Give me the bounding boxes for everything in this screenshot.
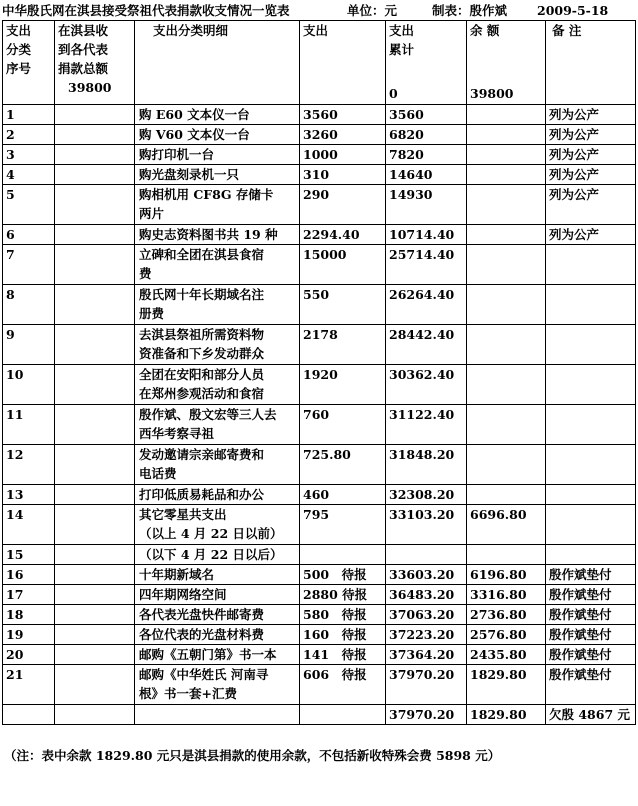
total-row xyxy=(3,705,636,725)
row-seq: 21 xyxy=(3,665,55,705)
row-balance xyxy=(467,485,546,505)
cumulative-start: 0 xyxy=(389,86,398,101)
row-expense: 160 待报 xyxy=(300,625,386,645)
row-received xyxy=(55,605,135,625)
table-row xyxy=(3,325,636,365)
row-balance xyxy=(467,545,546,565)
row-received xyxy=(55,145,135,165)
row-balance xyxy=(467,165,546,185)
row-cumulative: 3560 xyxy=(386,105,467,125)
row-balance: 6196.80 xyxy=(467,565,546,585)
row-received xyxy=(55,105,135,125)
row-balance xyxy=(467,105,546,125)
table-row xyxy=(3,645,636,665)
document-title xyxy=(2,3,636,19)
row-seq: 5 xyxy=(3,185,55,225)
row-remark: 列为公产 xyxy=(546,125,636,145)
row-balance xyxy=(467,405,546,445)
row-remark: 殷作斌垫付 xyxy=(546,565,636,585)
table-row xyxy=(3,445,636,485)
row-received xyxy=(55,185,135,225)
row-detail: 全团在安阳和部分人员 在郑州参观活动和食宿 xyxy=(135,365,300,405)
row-received xyxy=(55,665,135,705)
row-detail: 邮购《五朝门第》书一本 xyxy=(135,645,300,665)
row-balance xyxy=(467,445,546,485)
row-seq: 9 xyxy=(3,325,55,365)
row-seq: 20 xyxy=(3,645,55,665)
table-row xyxy=(3,485,636,505)
table-row xyxy=(3,545,636,565)
row-cumulative: 33603.20 xyxy=(386,565,467,585)
row-cumulative: 37223.20 xyxy=(386,625,467,645)
row-expense: 3560 xyxy=(300,105,386,125)
row-balance: 6696.80 xyxy=(467,505,546,545)
row-detail: 购 V60 文本仪一台 xyxy=(135,125,300,145)
header-seq: 支出 分类 序号 xyxy=(3,21,55,105)
table-row xyxy=(3,365,636,405)
row-seq: 8 xyxy=(3,285,55,325)
row-cumulative: 36483.20 xyxy=(386,585,467,605)
row-expense: 550 xyxy=(300,285,386,325)
row-cumulative: 37364.20 xyxy=(386,645,467,665)
row-remark: 殷作斌垫付 xyxy=(546,665,636,705)
table-row xyxy=(3,625,636,645)
received-total: 39800 xyxy=(68,80,112,95)
row-seq: 17 xyxy=(3,585,55,605)
row-remark: 殷作斌垫付 xyxy=(546,585,636,605)
row-detail: 立碑和全团在淇县食宿 费 xyxy=(135,245,300,285)
row-received xyxy=(55,285,135,325)
row-cumulative: 6820 xyxy=(386,125,467,145)
table-row xyxy=(3,505,636,545)
header-expense: 支出 xyxy=(300,21,386,105)
row-balance: 2435.80 xyxy=(467,645,546,665)
row-detail: 邮购《中华姓氏 河南寻 根》书一套+汇费 xyxy=(135,665,300,705)
table-row xyxy=(3,225,636,245)
row-expense: 460 xyxy=(300,485,386,505)
title-maker: 制表：殷作斌 xyxy=(432,3,508,18)
table-row xyxy=(3,605,636,625)
footnote: （注：表中余款 1829.80 元只是淇县捐款的使用余款，不包括新收特殊会费 5898 元） xyxy=(4,748,501,763)
row-received xyxy=(55,445,135,485)
row-remark xyxy=(546,325,636,365)
row-seq: 18 xyxy=(3,605,55,625)
row-expense: 2880 待报 xyxy=(300,585,386,605)
row-detail: 十年期新域名 xyxy=(135,565,300,585)
row-seq: 1 xyxy=(3,105,55,125)
row-expense: 725.80 xyxy=(300,445,386,485)
row-expense: 141 待报 xyxy=(300,645,386,665)
row-balance: 2736.80 xyxy=(467,605,546,625)
row-remark xyxy=(546,405,636,445)
row-detail: 各位代表的光盘材料费 xyxy=(135,625,300,645)
row-detail: （以下 4 月 22 日以后） xyxy=(135,545,300,565)
row-received xyxy=(55,505,135,545)
row-expense: 795 xyxy=(300,505,386,545)
table-row xyxy=(3,145,636,165)
row-balance: 3316.80 xyxy=(467,585,546,605)
row-seq: 13 xyxy=(3,485,55,505)
row-seq: 11 xyxy=(3,405,55,445)
row-detail: 购 E60 文本仪一台 xyxy=(135,105,300,125)
row-balance xyxy=(467,225,546,245)
row-received xyxy=(55,365,135,405)
table-row xyxy=(3,105,636,125)
row-detail: 殷作斌、殷文宏等三人去 西华考察寻祖 xyxy=(135,405,300,445)
row-cumulative: 26264.40 xyxy=(386,285,467,325)
row-detail: 购相机用 CF8G 存储卡 两片 xyxy=(135,185,300,225)
row-remark xyxy=(546,445,636,485)
title-date: 2009-5-18 xyxy=(537,3,609,18)
row-cumulative: 37970.20 xyxy=(386,665,467,705)
row-balance xyxy=(467,325,546,365)
table-row xyxy=(3,405,636,445)
row-remark: 殷作斌垫付 xyxy=(546,645,636,665)
table-row xyxy=(3,125,636,145)
header-cumulative: 支出 累计 0 xyxy=(386,21,467,105)
row-received xyxy=(55,645,135,665)
row-expense: 1920 xyxy=(300,365,386,405)
row-received xyxy=(55,585,135,605)
row-cumulative: 14930 xyxy=(386,185,467,225)
header-detail: 支出分类明细 xyxy=(135,21,300,105)
header-received: 在淇县收 到各代表 捐款总额 39800 xyxy=(55,21,135,105)
row-detail: 发动邀请宗亲邮寄费和 电话费 xyxy=(135,445,300,485)
total-received xyxy=(55,705,135,725)
row-remark xyxy=(546,245,636,285)
row-seq: 2 xyxy=(3,125,55,145)
total-detail xyxy=(135,705,300,725)
row-seq: 19 xyxy=(3,625,55,645)
table-row xyxy=(3,665,636,705)
row-remark: 列为公产 xyxy=(546,145,636,165)
balance-start: 39800 xyxy=(470,86,514,101)
row-cumulative: 32308.20 xyxy=(386,485,467,505)
total-expense xyxy=(300,705,386,725)
row-seq: 14 xyxy=(3,505,55,545)
row-detail: 殷氏网十年长期域名注 册费 xyxy=(135,285,300,325)
row-remark xyxy=(546,485,636,505)
row-cumulative: 7820 xyxy=(386,145,467,165)
row-balance: 1829.80 xyxy=(467,665,546,705)
row-remark: 殷作斌垫付 xyxy=(546,605,636,625)
header-remark: 备 注 xyxy=(546,21,636,105)
row-received xyxy=(55,405,135,445)
row-received xyxy=(55,125,135,145)
row-seq: 10 xyxy=(3,365,55,405)
row-balance xyxy=(467,285,546,325)
row-remark xyxy=(546,365,636,405)
row-detail: 各代表光盘快件邮寄费 xyxy=(135,605,300,625)
row-cumulative: 33103.20 xyxy=(386,505,467,545)
row-detail: 其它零星共支出 （以上 4 月 22 日以前） xyxy=(135,505,300,545)
table-row xyxy=(3,185,636,225)
row-seq: 3 xyxy=(3,145,55,165)
row-expense: 760 xyxy=(300,405,386,445)
row-expense xyxy=(300,545,386,565)
header-row xyxy=(3,21,636,105)
row-detail: 四年期网络空间 xyxy=(135,585,300,605)
table-row xyxy=(3,285,636,325)
row-seq: 16 xyxy=(3,565,55,585)
row-balance: 2576.80 xyxy=(467,625,546,645)
total-seq xyxy=(3,705,55,725)
row-remark: 列为公产 xyxy=(546,105,636,125)
table-row xyxy=(3,585,636,605)
row-cumulative xyxy=(386,545,467,565)
row-balance xyxy=(467,365,546,405)
table-row xyxy=(3,245,636,285)
row-balance xyxy=(467,145,546,165)
title-main: 中华殷氏网在淇县接受祭祖代表捐款收支情况一览表 xyxy=(2,3,290,18)
row-remark xyxy=(546,285,636,325)
row-received xyxy=(55,545,135,565)
row-expense: 2178 xyxy=(300,325,386,365)
row-expense: 606 待报 xyxy=(300,665,386,705)
total-remark: 欠殷 4867 元 xyxy=(546,705,636,725)
table-row xyxy=(3,165,636,185)
row-expense: 290 xyxy=(300,185,386,225)
row-received xyxy=(55,325,135,365)
row-received xyxy=(55,625,135,645)
row-expense: 310 xyxy=(300,165,386,185)
row-received xyxy=(55,225,135,245)
row-seq: 12 xyxy=(3,445,55,485)
row-cumulative: 28442.40 xyxy=(386,325,467,365)
row-cumulative: 30362.40 xyxy=(386,365,467,405)
row-remark: 殷作斌垫付 xyxy=(546,625,636,645)
row-seq: 7 xyxy=(3,245,55,285)
row-seq: 15 xyxy=(3,545,55,565)
row-expense: 580 待报 xyxy=(300,605,386,625)
row-seq: 6 xyxy=(3,225,55,245)
row-seq: 4 xyxy=(3,165,55,185)
row-received xyxy=(55,565,135,585)
row-remark: 列为公产 xyxy=(546,185,636,225)
title-unit: 单位：元 xyxy=(347,3,398,18)
row-cumulative: 25714.40 xyxy=(386,245,467,285)
row-detail: 打印低质易耗品和办公 xyxy=(135,485,300,505)
row-cumulative: 31122.40 xyxy=(386,405,467,445)
table-row xyxy=(3,565,636,585)
row-detail: 去淇县祭祖所需资料物 资准备和下乡发动群众 xyxy=(135,325,300,365)
row-expense: 3260 xyxy=(300,125,386,145)
row-balance xyxy=(467,245,546,285)
expense-table xyxy=(2,20,636,725)
row-remark: 列为公产 xyxy=(546,225,636,245)
row-cumulative: 10714.40 xyxy=(386,225,467,245)
row-cumulative: 14640 xyxy=(386,165,467,185)
row-expense: 15000 xyxy=(300,245,386,285)
row-received xyxy=(55,165,135,185)
row-remark xyxy=(546,505,636,545)
row-expense: 500 待报 xyxy=(300,565,386,585)
row-detail: 购史志资料图书共 19 种 xyxy=(135,225,300,245)
header-balance: 余 额 39800 xyxy=(467,21,546,105)
total-cumulative: 37970.20 xyxy=(386,705,467,725)
row-balance xyxy=(467,125,546,145)
total-balance: 1829.80 xyxy=(467,705,546,725)
row-received xyxy=(55,485,135,505)
row-cumulative: 31848.20 xyxy=(386,445,467,485)
row-detail: 购光盘刻录机一只 xyxy=(135,165,300,185)
row-received xyxy=(55,245,135,285)
row-balance xyxy=(467,185,546,225)
row-detail: 购打印机一台 xyxy=(135,145,300,165)
row-remark xyxy=(546,545,636,565)
row-expense: 2294.40 xyxy=(300,225,386,245)
row-remark: 列为公产 xyxy=(546,165,636,185)
row-expense: 1000 xyxy=(300,145,386,165)
row-cumulative: 37063.20 xyxy=(386,605,467,625)
